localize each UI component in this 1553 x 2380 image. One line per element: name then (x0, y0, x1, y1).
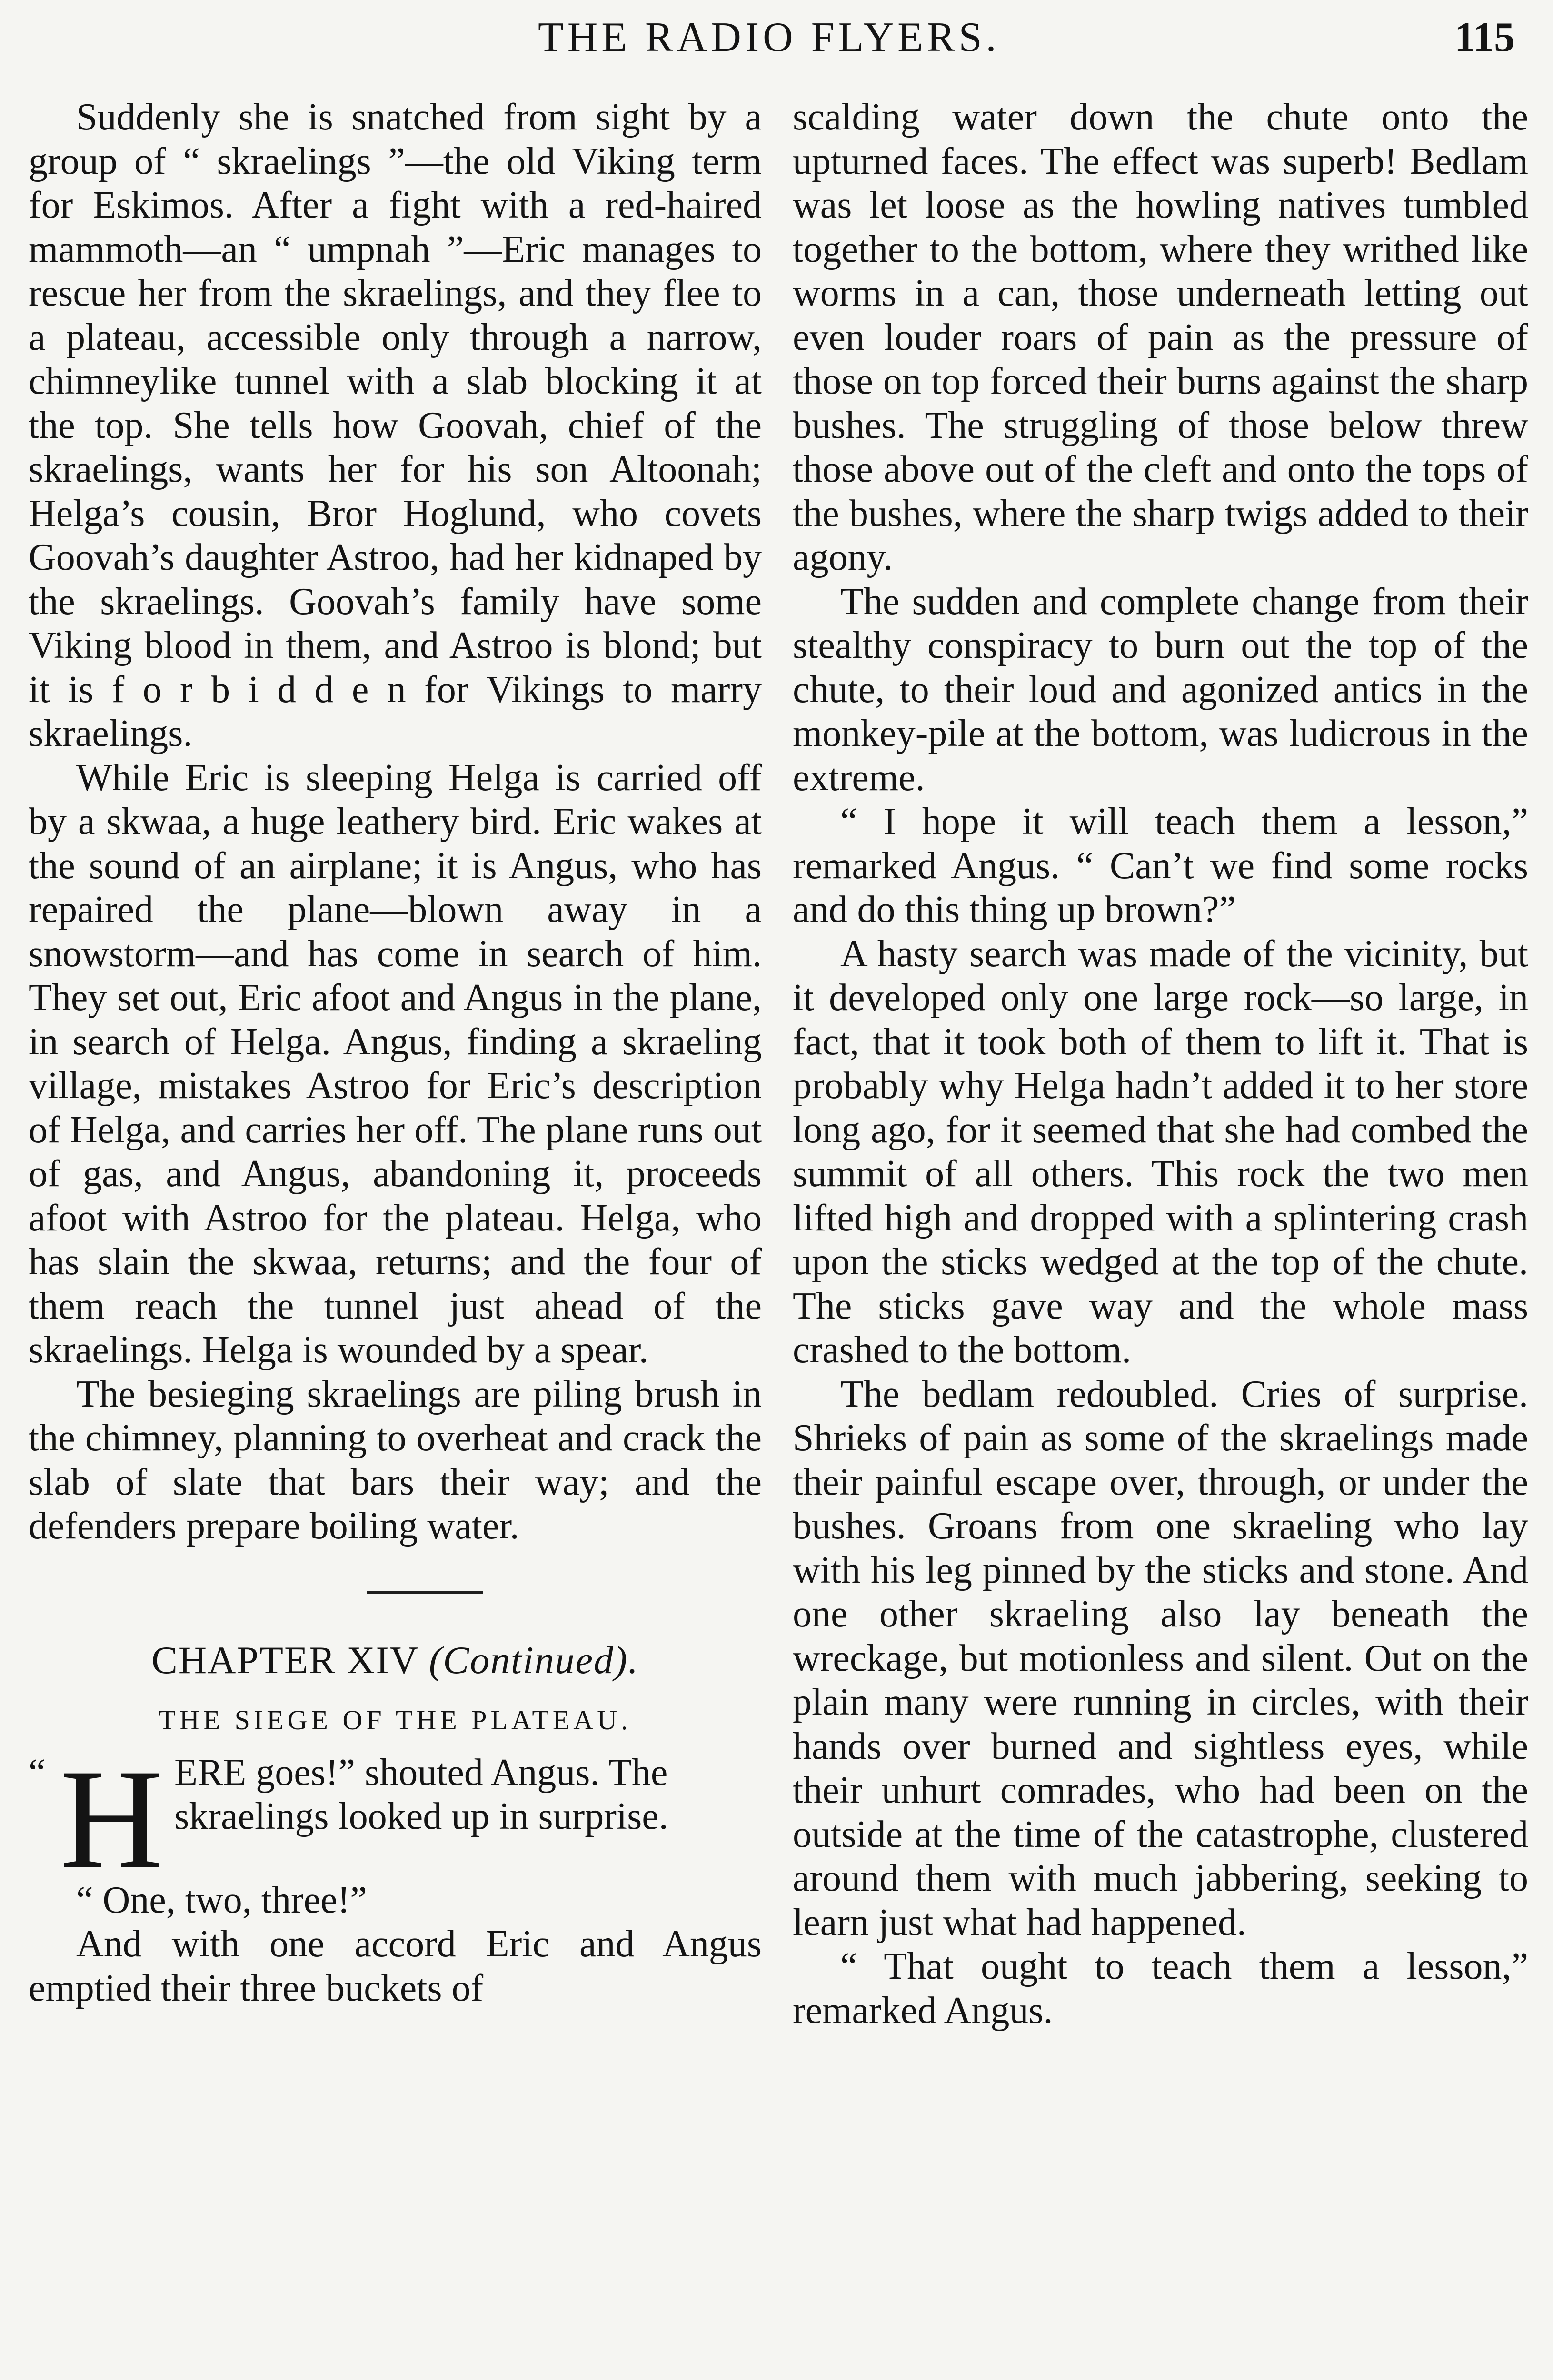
story-paragraph-change: The sudden and complete change from their stealthy conspiracy to burn out the top of the chute, to their loud and agonized antics in the monkey-pile at the bottom, was ludicrous in the extreme. (793, 580, 1528, 799)
story-paragraph-buckets: And with one accord Eric and Angus emptied their three buckets of (29, 1923, 762, 2009)
section-divider (367, 1591, 483, 1594)
chapter-opening-text: ERE goes!” shouted Angus. The skraelings looked up in surprise. (174, 1751, 668, 1837)
opening-quote-mark: “ (29, 1751, 46, 1794)
dropcap-paragraph (29, 1739, 762, 1898)
story-paragraph-bedlam: The bedlam redoubled. Cries of surprise. Shrieks of pain as some of the skraelings made their painful escape over, through, or under the bushes. Groans from one skraeling who lay with his leg pinned by the sticks and stone. And one other skraeling also lay beneath the wreckage, but motionless and silent. Out on the plain many were running in circles, with their hands over burned and sightless eyes, while their unhurt comrades, who had been on the outside at the time of the catastrophe, clustered around them with much jabbering, seeking to learn just what had happened. (793, 1373, 1528, 1944)
section-divider-wrap (29, 1548, 762, 1636)
story-paragraph-scalding: scalding water down the chute onto the upturned faces. The effect was superb! Bedlam was let loose as the howling natives tumbled together to the bottom, where they writhed like worms in a can, those underneath letting out even louder roars of pain as the pressure of those on top forced their burns against the sharp bushes. The struggling of those below threw those above out of the cleft and onto the tops of the bushes, where the sharp twigs added to their agony. (793, 96, 1528, 578)
chapter-heading (29, 1636, 762, 1684)
left-column (29, 95, 762, 2010)
story-paragraph-rock: A hasty search was made of the vicinity, but it developed only one large rock—so large, in fact, that it took both of them to lift it. That is probably why Helga hadn’t added it to her store long ago, for it seemed that she had combed the summit of all others. This rock the two men lifted high and dropped with a splintering crash upon the sticks wedged at the top of the chute. The sticks gave way and the whole mass crashed to the bottom. (793, 932, 1528, 1371)
chapter-continued-label: (Continued). (429, 1638, 639, 1682)
page-header (0, 9, 1553, 75)
chapter-number: CHAPTER XIV (151, 1638, 418, 1682)
page-number: 115 (1454, 14, 1515, 60)
chapter-subheading: THE SIEGE OF THE PLATEAU. (159, 1704, 632, 1735)
running-title: THE RADIO FLYERS. (538, 14, 1000, 60)
synopsis-paragraph-3: The besieging skraelings are piling brush in the chimney, planning to overheat and crack the slab of slate that bars their way; and the defenders prepare boiling water. (29, 1373, 762, 1547)
story-paragraph-count: “ One, two, three!” (76, 1879, 367, 1921)
drop-cap-letter: H (60, 1739, 163, 1898)
synopsis-paragraph-1: Suddenly she is snatched from sight by a group of “ skraelings ”—the old Viking term for Eskimos. After a fight with a red-haired mammoth—an “ umpnah ”—Eric manages to rescue her from the skraelings, and they flee to a plateau, accessible only through a narrow, chimneylike tunnel with a slab blocking it at the top. She tells how Goovah, chief of the skraelings, wants her for his son Altoonah; Helga’s cousin, Bror Hoglund, who covets Goovah’s daughter Astroo, had her kidnaped by the skraelings. Goovah’s family have some Viking blood in them, and Astroo is blond; but it is f o r b i d d e n for Vikings to marry skraelings. (29, 96, 762, 754)
story-paragraph-lesson: “ I hope it will teach them a lesson,” remarked Angus. “ Can’t we find some rocks and do this thing up brown?” (793, 801, 1528, 931)
right-column (793, 95, 1528, 2033)
synopsis-paragraph-2: While Eric is sleeping Helga is carried off by a skwaa, a huge leathery bird. Eric wakes at the sound of an airplane; it is Angus, who has repaired the plane—blown away in a snowstorm—and has come in search of him. They set out, Eric afoot and Angus in the plane, in search of Helga. Angus, finding a skraeling village, mistakes Astroo for Eric’s description of Helga, and carries her off. The plane runs out of gas, and Angus, abandoning it, proceeds afoot with Astroo for the plateau. Helga, who has slain the skwaa, returns; and the four of them reach the tunnel just ahead of the skraelings. Helga is wounded by a spear. (29, 756, 762, 1371)
story-paragraph-closing: “ That ought to teach them a lesson,” remarked Angus. (793, 1945, 1528, 2032)
